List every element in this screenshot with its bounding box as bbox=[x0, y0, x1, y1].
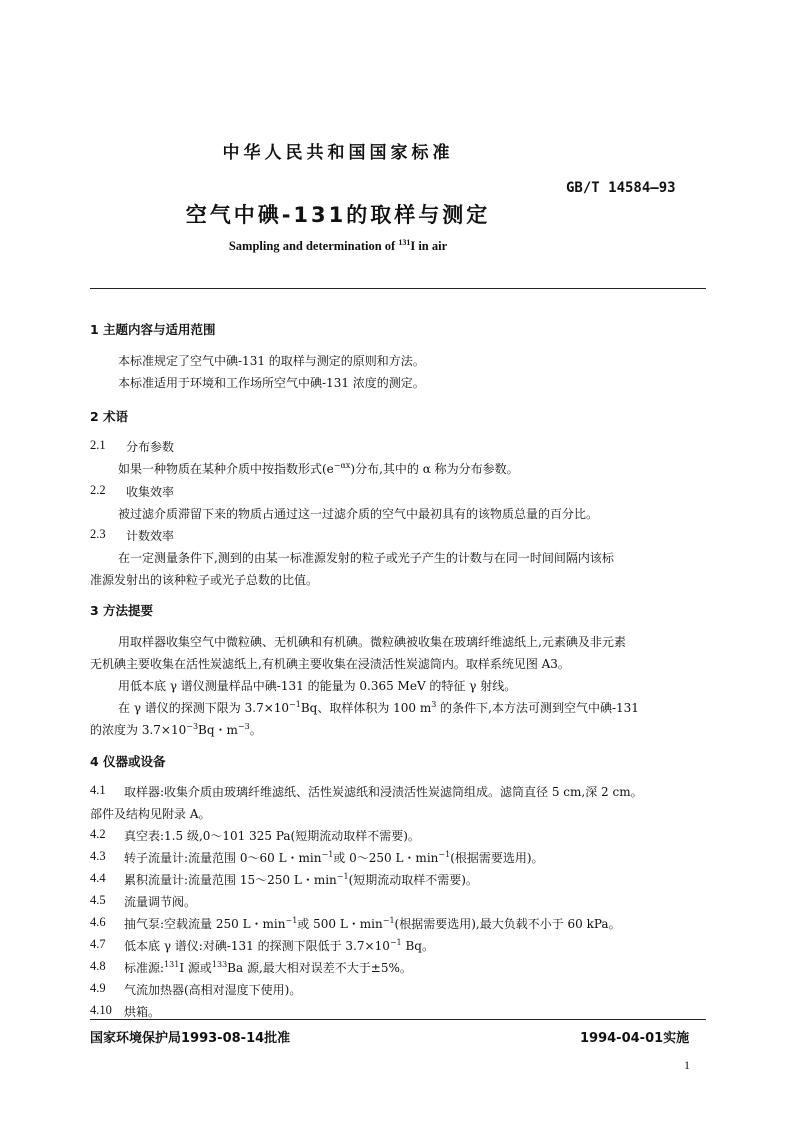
section-1-paragraph-2: 本标准适用于环境和工作场所空气中碘-131 浓度的测定。 bbox=[118, 376, 425, 390]
item-4-2-text: 真空表:1.5 级,0～101 325 Pa(短期流动取样不需要)。 bbox=[124, 829, 420, 843]
section-3-paragraph-2: 用低本底 γ 谱仪测量样品中碘-131 的能量为 0.365 MeV 的特征 γ 射线。 bbox=[118, 679, 517, 693]
item-4-3-number: 4.3 bbox=[90, 849, 106, 863]
term-2-2-title: 收集效率 bbox=[126, 485, 175, 499]
item-4-8-text: 标准源:$^{131}$I 源或$^{133}$Ba 源,最大相对误差不大于±5%。 bbox=[124, 960, 412, 975]
item-4-8-number: 4.8 bbox=[90, 959, 106, 973]
document-title: 空气中碘-131的取样与测定 bbox=[185, 203, 491, 227]
page-number: 1 bbox=[684, 1058, 690, 1072]
item-4-3-text: 转子流量计:流量范围 0～60 L・$\min^{-1}$或 0～250 L・$\min^{-1}$(根据需要选用)。 bbox=[124, 850, 544, 865]
section-3-paragraph-3-line-2: 的浓度为 $3.7\times 10^{-3}Bq$・$m^{-3}$。 bbox=[90, 722, 262, 737]
section-2-title: 2 术语 bbox=[90, 409, 129, 424]
section-3-paragraph-1-line-1: 用取样器收集空气中微粒碘、无机碘和有机碘。微粒碘被收集在玻璃纤维滤纸上,元素碘及非元素 bbox=[118, 635, 626, 649]
term-2-3-definition-line-2: 准源发射出的该种粒子或光子总数的比值。 bbox=[90, 573, 319, 587]
item-4-5-text: 流量调节阀。 bbox=[124, 895, 197, 909]
national-standard-heading: 中华人民共和国国家标准 bbox=[222, 143, 454, 163]
footer-divider bbox=[90, 1019, 706, 1020]
header-divider bbox=[90, 288, 706, 289]
item-4-5-number: 4.5 bbox=[90, 893, 106, 907]
term-2-3-definition-line-1: 在一定测量条件下,测到的由某一标准源发射的粒子或光子产生的计数与在同一时间间隔内该标 bbox=[118, 551, 614, 565]
item-4-7-text: 低本底 γ 谱仪:对碘-131 的探测下限低于 $3.7\times 10^{-1}$ Bq。 bbox=[124, 938, 434, 953]
section-3-paragraph-1-line-2: 无机碘主要收集在活性炭滤纸上,有机碘主要收集在浸渍活性炭滤筒内。取样系统见图 A3。 bbox=[90, 657, 570, 671]
item-4-10-text: 烘箱。 bbox=[124, 1005, 161, 1019]
item-4-9-text: 气流加热器(高相对湿度下使用)。 bbox=[124, 983, 302, 997]
section-3-paragraph-3-line-1: 在 γ 谱仪的探测下限为 $3.7\times 10^{-1}Bq$、取样体积为 100 $m^3$ 的条件下,本方法可测到空气中碘-131 bbox=[118, 700, 639, 715]
term-2-3-number: 2.3 bbox=[90, 527, 106, 541]
item-4-6-number: 4.6 bbox=[90, 915, 106, 929]
term-2-1-number: 2.1 bbox=[90, 438, 106, 452]
item-4-6-text: 抽气泵:空载流量 250 L・$\min^{-1}$或 500 L・$\min^{-1}$(根据需要选用),最大负载不小于 60 kPa。 bbox=[124, 916, 621, 931]
item-4-1-text-line-2: 部件及结构见附录 A。 bbox=[90, 807, 211, 821]
section-3-title: 3 方法提要 bbox=[90, 603, 154, 618]
item-4-10-number: 4.10 bbox=[90, 1003, 112, 1017]
section-4-title: 4 仪器或设备 bbox=[90, 754, 166, 769]
term-2-2-number: 2.2 bbox=[90, 483, 106, 497]
approval-date: 国家环境保护局1993-08-14批准 bbox=[90, 1031, 291, 1046]
standard-code: GB/T 14584—93 bbox=[566, 180, 676, 196]
term-2-1-definition: 如果一种物质在某种介质中按指数形式$(e^{-\alpha x})$分布,其中的 α 称为分布参数。 bbox=[118, 461, 519, 476]
section-1-paragraph-1: 本标准规定了空气中碘-131 的取样与测定的原则和方法。 bbox=[118, 354, 425, 368]
item-4-1-text-line-1: 取样器:收集介质由玻璃纤维滤纸、活性炭滤纸和浸渍活性炭滤筒组成。滤筒直径 5 cm,深 2 cm。 bbox=[124, 785, 643, 799]
item-4-9-number: 4.9 bbox=[90, 981, 106, 995]
effective-date: 1994-04-01实施 bbox=[580, 1031, 690, 1046]
term-2-1-title: 分布参数 bbox=[126, 440, 175, 454]
document-title-english: Sampling and determination of $^{131}$I in air bbox=[228, 238, 448, 254]
term-2-3-title: 计数效率 bbox=[126, 529, 175, 543]
item-4-7-number: 4.7 bbox=[90, 937, 106, 951]
term-2-2-definition: 被过滤介质滞留下来的物质占通过这一过滤介质的空气中最初具有的该物质总量的百分比。 bbox=[118, 507, 599, 521]
item-4-4-text: 累积流量计:流量范围 15～250 L・$\min^{-1}$(短期流动取样不需要)。 bbox=[124, 872, 478, 887]
item-4-1-number: 4.1 bbox=[90, 783, 106, 797]
section-1-title: 1 主题内容与适用范围 bbox=[90, 322, 216, 337]
item-4-2-number: 4.2 bbox=[90, 827, 106, 841]
item-4-4-number: 4.4 bbox=[90, 871, 106, 885]
